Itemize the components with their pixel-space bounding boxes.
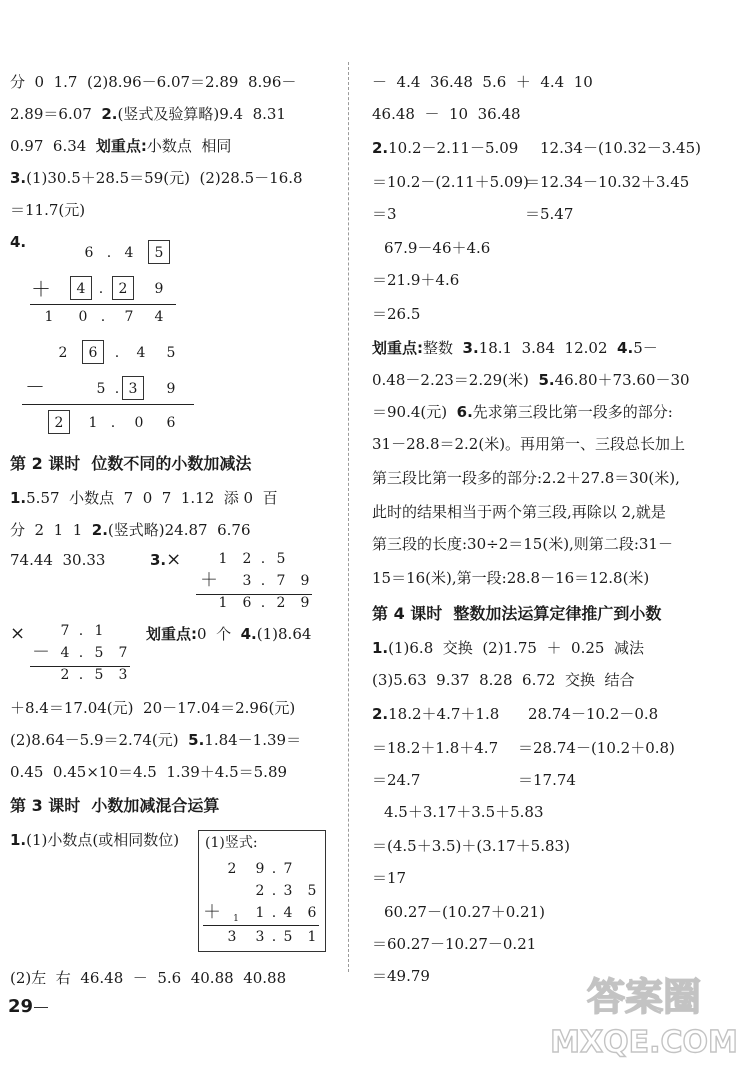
answer-line: ＝5.47 [525, 205, 574, 223]
digit: 3 [255, 929, 265, 945]
answer-line: 第三段比第一段多的部分:2.2＋27.8＝30(米), [372, 469, 680, 487]
sum-line [30, 304, 176, 305]
digit: 6 [84, 245, 94, 261]
answer-line: 28.74－10.2－0.8 [528, 705, 659, 723]
answer-line: 15＝16(米),第一段:28.8－16＝12.8(米) [372, 569, 650, 587]
answer-line: ＝10.2－(2.11＋5.09) [372, 173, 529, 191]
digit: 5 [154, 245, 164, 261]
digit: 7 [276, 573, 286, 589]
answer-line: 0.97 6.34 划重点:小数点 相同 [10, 137, 232, 155]
plus-sign: ＋ [200, 570, 218, 591]
vertical-calculation-box [198, 830, 326, 952]
vertical-calculation [32, 620, 136, 684]
digit: 5 [94, 667, 104, 683]
section-heading: 第 2 课时 位数不同的小数加减法 [10, 454, 252, 473]
section-heading: 第 4 课时 整数加法运算定律推广到小数 [372, 604, 662, 623]
digit: 2 [58, 345, 68, 361]
answer-line: × [10, 623, 26, 644]
answer-line: ＝18.2＋1.8＋4.7 [372, 739, 499, 757]
answer-line: (2)左 右 46.48 － 5.6 40.88 40.88 [10, 969, 287, 987]
question-number: 4. [10, 233, 27, 251]
answer-line: 67.9－46＋4.6 [384, 239, 491, 257]
answer-line: 60.27－(10.27＋0.21) [384, 903, 545, 921]
answer-line: 31－28.8＝2.2(米)。再用第一、三段总长加上 [372, 435, 686, 453]
answer-line: 0.45 0.45×10＝4.5 1.39＋4.5＝5.89 [10, 763, 288, 781]
digit: 1 [94, 623, 104, 639]
digit: 7 [124, 309, 134, 325]
digit: 2 [60, 667, 70, 683]
digit: 7 [60, 623, 70, 639]
answer-line: 3.(1)30.5＋28.5＝59(元) (2)28.5－16.8 [10, 169, 303, 187]
answer-line: 46.48 － 10 36.48 [372, 105, 521, 123]
digit: 2 [118, 281, 128, 297]
digit: 6 [307, 905, 317, 921]
digit: 9 [154, 281, 164, 297]
answer-line: 2.10.2－2.11－5.09 [372, 139, 519, 157]
digit: 5 [166, 345, 176, 361]
difference-line [22, 404, 194, 405]
answer-line: 分 2 1 1 2.(竖式略)24.87 6.76 [10, 521, 251, 539]
digit: 5 [283, 929, 293, 945]
column-divider [348, 62, 349, 972]
answer-line: 划重点:整数 3.18.1 3.84 12.02 4.5－ [372, 339, 658, 357]
digit: 0 [134, 415, 144, 431]
answer-line: ＋8.4＝17.04(元) 20－17.04＝2.96(元) [10, 699, 296, 717]
answer-line: ＝28.74－(10.2＋0.8) [518, 739, 675, 757]
plus-sign: ＋ [31, 277, 51, 301]
page-number: 29 [8, 996, 34, 1017]
digit: 3 [128, 381, 138, 397]
answer-line: ＝24.7 [372, 771, 421, 789]
decimal-point: . [78, 645, 84, 661]
digit: 7 [118, 645, 128, 661]
digit: 9 [300, 573, 310, 589]
digit: 5 [307, 883, 317, 899]
watermark-logo [544, 966, 744, 1064]
decimal-point: . [106, 245, 112, 261]
decimal-point: . [78, 667, 84, 683]
digit: 3 [242, 573, 252, 589]
digit: 2 [54, 415, 64, 431]
answer-line: 1.(1)小数点(或相同数位) [10, 831, 180, 849]
minus-sign: － [25, 375, 45, 399]
answer-line: 3.× [150, 549, 182, 570]
digit: 6 [88, 345, 98, 361]
digit: 2 [276, 595, 286, 611]
answer-line: 1.(1)6.8 交换 (2)1.75 ＋ 0.25 减法 [372, 639, 644, 657]
decimal-point: . [114, 381, 120, 397]
decimal-point: . [110, 415, 116, 431]
answer-line: (3)5.63 9.37 8.28 6.72 交换 结合 [372, 671, 635, 689]
decimal-point: . [271, 861, 277, 877]
answer-line: ＝26.5 [372, 305, 421, 323]
digit: 0 [78, 309, 88, 325]
plus-sign: ＋ [203, 902, 221, 923]
answer-line: ＝3 [372, 205, 397, 223]
digit: 6 [166, 415, 176, 431]
answer-line: 12.34－(10.32－3.45) [540, 139, 701, 157]
section-heading: 第 3 课时 小数加减混合运算 [10, 796, 220, 815]
answer-line: ＝49.79 [372, 967, 430, 985]
digit: 5 [96, 381, 106, 397]
answer-line: ＝17 [372, 869, 407, 887]
answer-line: 2.18.2＋4.7＋1.8 [372, 705, 500, 723]
decimal-point: . [78, 623, 84, 639]
digit: 9 [166, 381, 176, 397]
decimal-point: . [271, 929, 277, 945]
answer-line: － 4.4 36.48 5.6 ＋ 4.4 10 [372, 73, 593, 91]
digit: 3 [118, 667, 128, 683]
digit: 3 [227, 929, 237, 945]
answer-line: 划重点:0 个 4.(1)8.64 [146, 625, 312, 643]
digit: 1 [218, 551, 228, 567]
decimal-point: . [114, 345, 120, 361]
answer-line: ＝11.7(元) [10, 201, 86, 219]
answer-line: 2.89＝6.07 2.(竖式及验算略)9.4 8.31 [10, 105, 286, 123]
answer-line: ＝90.4(元) 6.先求第三段比第一段多的部分: [372, 403, 673, 421]
watermark-bottom: MXQE.COM [550, 1025, 738, 1060]
sum-line [203, 925, 319, 926]
answer-line: 分 0 1.7 (2)8.96－6.07＝2.89 8.96－ [10, 73, 297, 91]
digit: 1 [88, 415, 98, 431]
carry-digit: 1 [255, 905, 265, 921]
digit: 2 [255, 883, 265, 899]
digit: 7 [283, 861, 293, 877]
calc-label: (1)竖式: [205, 835, 258, 851]
answer-line: 第三段的长度:30÷2＝15(米),则第二段:31－ [372, 535, 673, 553]
decimal-point: . [271, 883, 277, 899]
digit: 1 [218, 595, 228, 611]
digit: 6 [242, 595, 252, 611]
answer-line: (2)8.64－5.9＝2.74(元) 5.1.84－1.39＝ [10, 731, 302, 749]
decimal-point: . [260, 551, 266, 567]
digit: 4 [76, 281, 86, 297]
answer-line: ＝(4.5＋3.5)＋(3.17＋5.83) [372, 837, 570, 855]
minus-sign: － [32, 642, 50, 663]
page-number-dash [34, 1007, 48, 1008]
answer-line: ＝21.9＋4.6 [372, 271, 460, 289]
answer-line: ＝17.74 [518, 771, 576, 789]
decimal-point: . [260, 595, 266, 611]
decimal-point: . [100, 309, 106, 325]
answer-line: 4.5＋3.17＋3.5＋5.83 [384, 803, 544, 821]
vertical-calculation [25, 340, 200, 440]
digit: 9 [300, 595, 310, 611]
answer-line: 此时的结果相当于两个第三段,再除以 2,就是 [372, 503, 666, 521]
digit: 1 [307, 929, 317, 945]
digit: 4 [136, 345, 146, 361]
digit: 4 [283, 905, 293, 921]
answer-line: 0.48－2.23＝2.29(米) 5.46.80＋73.60－30 [372, 371, 690, 389]
vertical-calculation [196, 550, 316, 610]
answer-line: ＝12.34－10.32＋3.45 [525, 173, 690, 191]
digit: 5 [276, 551, 286, 567]
digit: 4 [60, 645, 70, 661]
digit: 1 [44, 309, 54, 325]
answer-line: 1.5.57 小数点 7 0 7 1.12 添 0 百 [10, 489, 278, 507]
answer-line: 74.44 30.33 [10, 551, 106, 569]
carry-digit: 1 [233, 914, 239, 924]
decimal-point: . [260, 573, 266, 589]
answer-line: ＝60.27－10.27－0.21 [372, 935, 537, 953]
digit: 2 [227, 861, 237, 877]
watermark-top: 答案圈 [586, 975, 702, 1019]
digit: 3 [283, 883, 293, 899]
digit: 4 [124, 245, 134, 261]
digit: 4 [154, 309, 164, 325]
decimal-point: . [271, 905, 277, 921]
digit: 9 [255, 861, 265, 877]
digit: 5 [94, 645, 104, 661]
digit: 2 [242, 551, 252, 567]
decimal-point: . [98, 281, 104, 297]
